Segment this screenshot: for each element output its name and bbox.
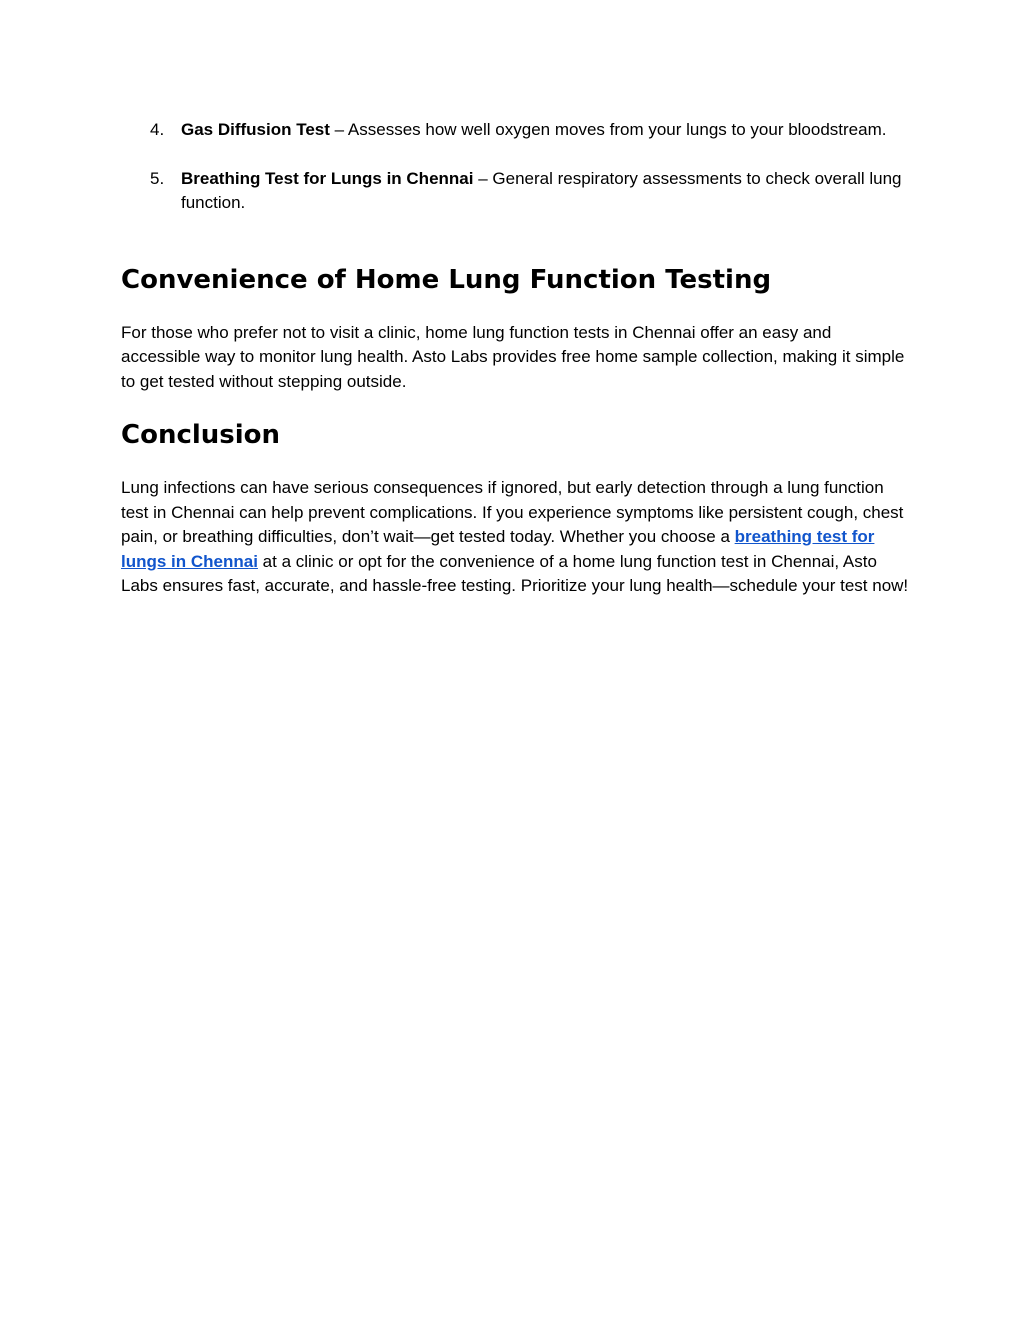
list-item xyxy=(121,118,911,143)
conclusion-text-after: at a clinic or opt for the convenience of a home lung function test in Chennai, Asto Labs ensures fast, accurate, and hassle-free testing. Prioritize your lung health—schedule your test now! xyxy=(121,551,909,595)
document-page xyxy=(121,118,911,599)
list-item xyxy=(121,167,911,216)
list-item-number: 5. xyxy=(150,168,165,188)
list-item-term: Gas Diffusion Test xyxy=(181,120,330,139)
test-list xyxy=(121,118,911,216)
list-item-number: 4. xyxy=(150,120,165,139)
conclusion-heading: Conclusion xyxy=(121,420,281,450)
list-item-description: – Assesses how well oxygen moves from your lungs to your bloodstream. xyxy=(329,120,887,139)
breathing-test-link[interactable]: breathing test for lungs in Chennai xyxy=(121,527,875,571)
list-item-description: – General respiratory assessments to check overall lung function. xyxy=(181,168,902,212)
home-testing-paragraph: For those who prefer not to visit a clinic, home lung function tests in Chennai offer an easy and accessible way to monitor lung health. Asto Labs provides free home sample collection, making it simple to get tested without stepping outside. xyxy=(121,322,905,391)
home-testing-heading: Convenience of Home Lung Function Testing xyxy=(121,264,772,295)
conclusion-paragraph xyxy=(121,476,911,599)
list-item-term: Breathing Test for Lungs in Chennai xyxy=(181,168,474,188)
conclusion-text-before: Lung infections can have serious consequences if ignored, but early detection through a lung function test in Chennai can help prevent complications. If you experience symptoms like persistent cough, chest pain, or breathing difficulties, don’t wait—get tested today. Whether you choose a xyxy=(121,478,904,546)
